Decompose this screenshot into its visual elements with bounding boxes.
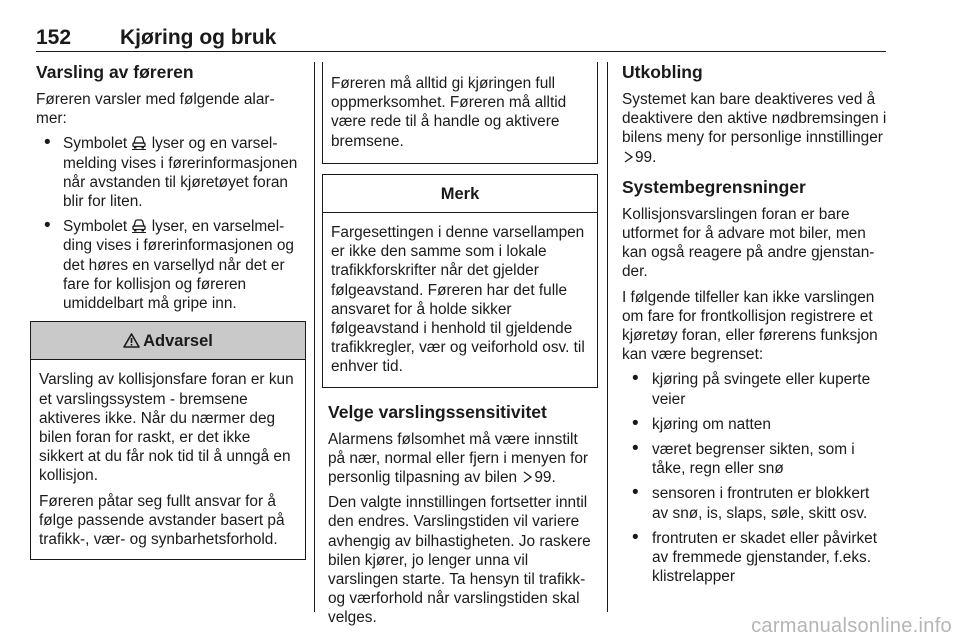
column-2 <box>328 62 592 634</box>
sensitivity-text-2: Den valgte innstillingen fortsetter inntil den endres. Varslingstiden vil variere avhengig av bilhastigheten. Jo raskere bilen kjører, jo lenger unna vil varslingen starte. Ta hensyn til trafikk- og værforhold når varslingstiden skal velges. <box>328 494 591 627</box>
warning-box <box>30 321 306 560</box>
limitations-text-2: I følgende tilfeller kan ikke varslingen om fare for frontkollisjon registrere et kjøretøy foran, eller førerens funksjon kan være begrenset: <box>622 288 878 364</box>
note-text: Fargesettingen i denne varsellampen er ikke den samme som i lokale trafikkforskrifter når det gjelder følgeavstand. Føreren har det fulle ansvaret for å holde sikker følgeavstand i henhold til gjeldende trafikkregler, vær og veiforhold osv. til enhver tid. <box>331 224 585 376</box>
list-item: • kjøring på svingete eller kuperte veier <box>622 370 888 408</box>
page-ref-link[interactable]: 99. <box>635 148 657 166</box>
warning-box-continued <box>322 62 598 164</box>
list-item: • sensoren i frontruten er blokkert av snø, is, slaps, søle, skitt osv. <box>622 484 888 522</box>
column-1 <box>36 62 300 574</box>
column-divider <box>314 62 315 612</box>
disable-text: Systemet kan bare deaktiveres ved å deaktivere den aktive nødbremsingen i bilens meny for personlige innstillinger 99. <box>622 91 887 166</box>
list-item: • frontruten er skadet eller påvirket av fremmede gjenstander, f.eks. klistrelapper <box>622 529 888 587</box>
warning-paragraph: Føreren påtar seg fullt ansvar for å følge passende avstander basert på trafikk-, vær- og synbarhetsforhold. <box>39 492 285 549</box>
heading-sensitivity: Velge varslingssensitivitet <box>328 401 547 422</box>
intro-text: Føreren varsler med følgende alarmer: <box>36 91 275 128</box>
page-ref-icon <box>522 469 533 481</box>
alert-list <box>36 134 300 313</box>
list-item: • Symbolet lyser, en varselmelding vises i førerinformasjonen og det høres en varsellyd når det er fare for kollisjon og føreren umiddelbart må gripe inn. <box>36 217 300 313</box>
list-item: • været begrenser sikten, som i tåke, regn eller snø <box>622 440 888 478</box>
limitations-list <box>622 370 888 586</box>
sensitivity-text: Alarmens følsomhet må være innstilt på nær, normal eller fjern i menyen for personlig tilpasning av bilen 99. <box>328 430 589 487</box>
warning-box-header <box>31 322 305 360</box>
note-box <box>322 174 598 388</box>
warning-continued-text: Føreren må alltid gi kjøringen full oppmerksomhet. Føreren må alltid være rede til å handle og aktivere bremsene. <box>331 75 567 150</box>
page-header <box>36 18 886 52</box>
note-box-header: Merk <box>323 175 597 213</box>
list-item: • Symbolet lyser og en varselmelding vises i førerinformasjonen når avstanden til kjøretøyet foran blir for liten. <box>36 134 300 211</box>
header-rule <box>36 51 886 52</box>
heading-disable: Utkobling <box>622 62 703 82</box>
heading-limitations: Systembegrensninger <box>622 176 806 197</box>
collision-car-icon <box>131 217 147 233</box>
section-title: Kjøring og bruk <box>120 26 277 49</box>
warning-triangle-icon <box>123 333 140 348</box>
limitations-text: Kollisjonsvarslingen foran er bare utformet for å advare mot biler, men kan også reagere på andre gjenstander. <box>622 205 875 281</box>
warning-paragraph: Varsling av kollisjonsfare foran er kun et varslingssystem - bremsene aktiveres ikke. Når du nærmer deg bilen foran for raskt, er det ikke sikkert at du får nok tid til å unngå en kollisjon. <box>39 371 294 485</box>
note-box-body <box>323 213 597 387</box>
list-item: • kjøring om natten <box>622 415 888 434</box>
page-ref-icon <box>623 149 634 161</box>
page-ref-link[interactable]: 99. <box>534 469 556 487</box>
column-divider <box>607 62 608 612</box>
collision-car-icon <box>131 134 147 150</box>
watermark: carmanualsonline.info <box>751 615 952 637</box>
column-3 <box>622 62 888 594</box>
warning-box-body <box>31 360 305 559</box>
page-number: 152 <box>36 26 72 49</box>
heading-driver-alert: Varsling av føreren <box>36 62 194 82</box>
warning-title: Advarsel <box>143 332 213 351</box>
